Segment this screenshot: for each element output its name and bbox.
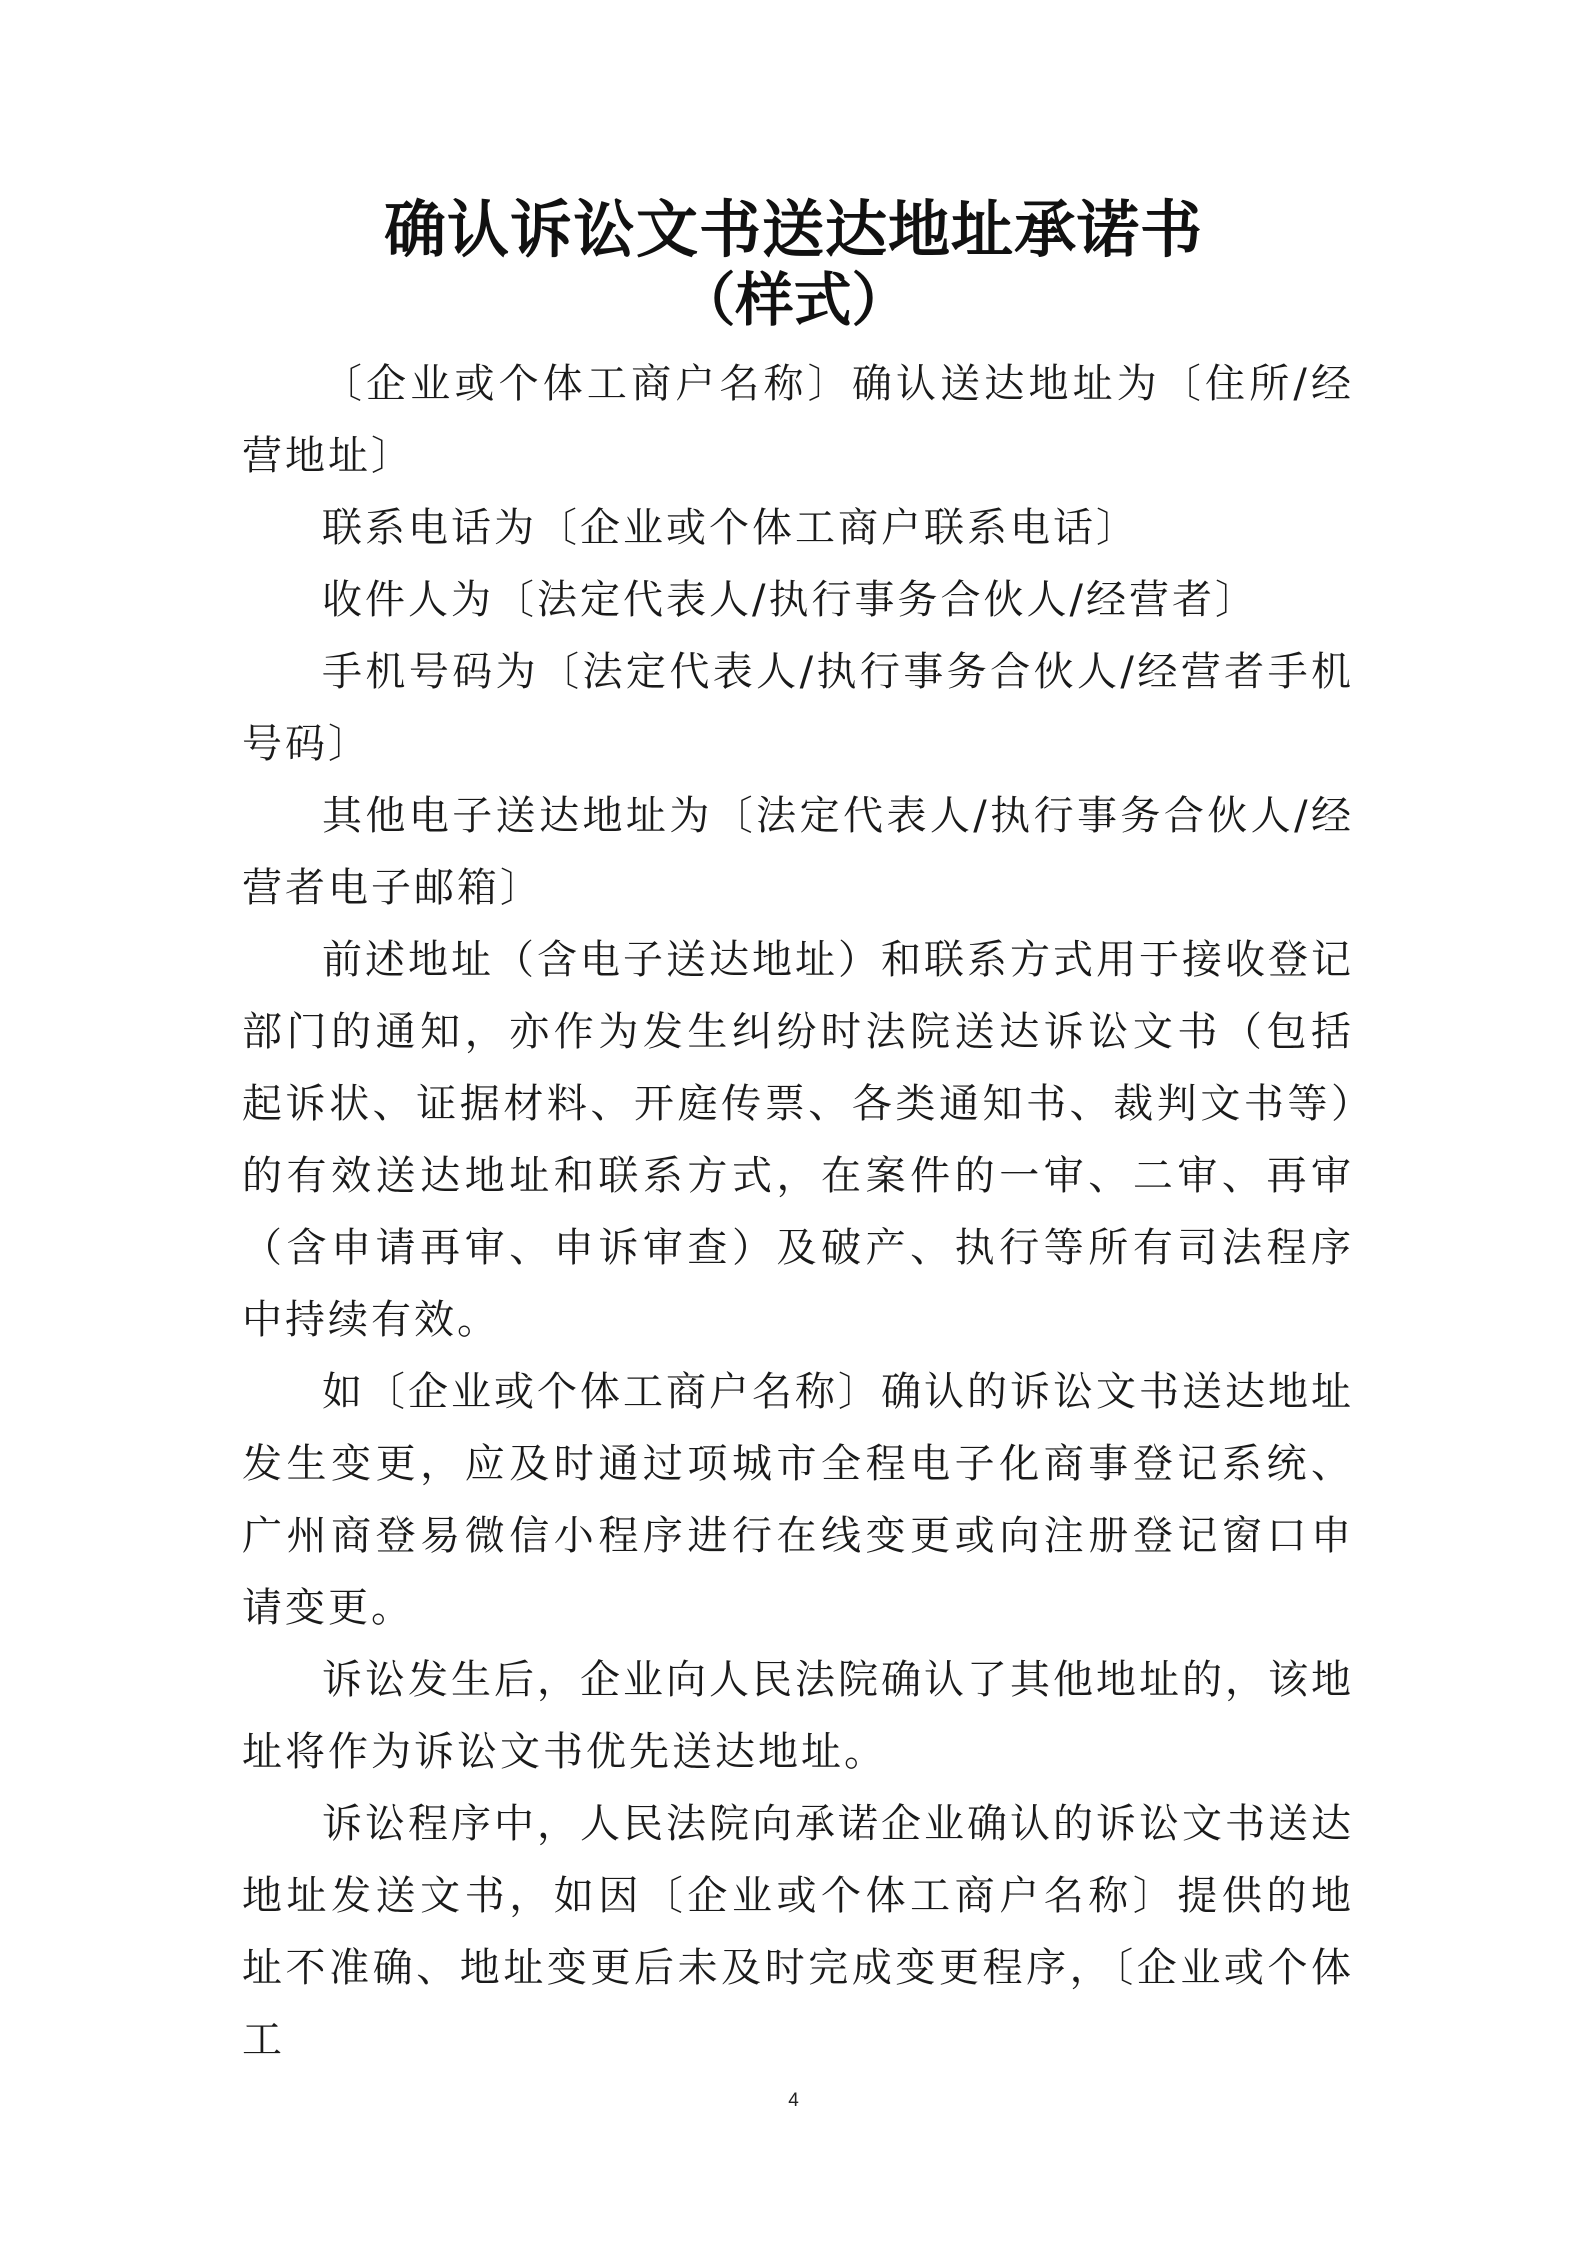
- document-title: 确认诉讼文书送达地址承诺书: [383, 193, 1203, 266]
- paragraph-change: 如〔企业或个体工商户名称〕确认的诉讼文书送达地址发生变更，应及时通过项城市全程电子化商事登记系统、广州商登易微信小程序进行在线变更或向注册登记窗口申请变更。: [242, 1369, 1354, 1631]
- paragraph-validity: 前述地址（含电子送达地址）和联系方式用于接收登记部门的通知，亦作为发生纠纷时法院送达诉讼文书（包括起诉状、证据材料、开庭传票、各类通知书、裁判文书等）的有效送达地址和联系方式，在案件的一审、二审、再审（含申请再审、申诉审查）及破产、执行等所有司法程序中持续有效。: [242, 937, 1354, 1343]
- paragraph-address: 〔企业或个体工商户名称〕确认送达地址为〔住所/经营地址〕: [242, 361, 1354, 479]
- paragraph-procedure: 诉讼程序中，人民法院向承诺企业确认的诉讼文书送达地址发送文书，如因〔企业或个体工商户名称〕提供的地址不准确、地址变更后未及时完成变更程序，〔企业或个体工: [242, 1801, 1354, 2063]
- document-body: [242, 348, 1354, 2076]
- paragraph-mobile: 手机号码为〔法定代表人/执行事务合伙人/经营者手机号码〕: [242, 649, 1354, 767]
- paragraph-email: 其他电子送达地址为〔法定代表人/执行事务合伙人/经营者电子邮箱〕: [242, 793, 1354, 911]
- page-number: 4: [788, 2090, 799, 2111]
- document-subtitle: （样式）: [677, 266, 910, 334]
- paragraph-phone: 联系电话为〔企业或个体工商户联系电话〕: [322, 505, 1139, 551]
- paragraph-recipient: 收件人为〔法定代表人/执行事务合伙人/经营者〕: [322, 577, 1258, 623]
- paragraph-priority: 诉讼发生后，企业向人民法院确认了其他地址的，该地址将作为诉讼文书优先送达地址。: [242, 1657, 1354, 1775]
